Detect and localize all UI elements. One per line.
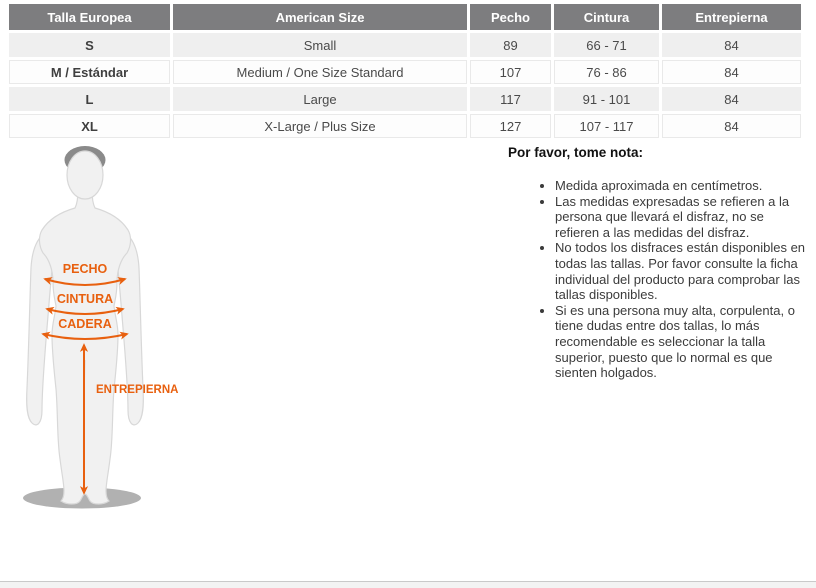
note-item: • No todos los disfraces están disponibles en todas las tallas. Por favor consulte la ficha individual del producto para comprobar las tallas disponibles. — [555, 240, 810, 302]
note-item: • Medida aproximada en centímetros. — [555, 178, 810, 194]
table-header-row — [9, 4, 801, 30]
column-header-cintura: Cintura — [554, 4, 659, 30]
notes-section — [508, 145, 810, 381]
bottom-divider — [0, 581, 816, 588]
inseam-label: ENTREPIERNA — [96, 384, 179, 396]
cell-talla: S — [9, 33, 170, 57]
chest-label: PECHO — [62, 262, 108, 276]
size-chart-table — [6, 1, 804, 141]
table-row-m — [9, 60, 801, 84]
body-silhouette-illustration — [8, 142, 238, 527]
cell-american: Large — [173, 87, 467, 111]
waist-label: CINTURA — [56, 292, 114, 306]
cell-american: Medium / One Size Standard — [173, 60, 467, 84]
cell-cintura: 66 - 71 — [554, 33, 659, 57]
note-item: • Las medidas expresadas se refieren a la persona que llevará el disfraz, no se refieren a las medidas del disfraz. — [555, 194, 810, 241]
column-header-american-size: American Size — [173, 4, 467, 30]
cell-pecho: 89 — [470, 33, 551, 57]
cell-american: X-Large / Plus Size — [173, 114, 467, 138]
measurement-diagram — [8, 142, 238, 527]
cell-entrepierna: 84 — [662, 87, 801, 111]
table-row-xl — [9, 114, 801, 138]
note-item: • Si es una persona muy alta, corpulenta, o tiene dudas entre dos tallas, lo más recomendable es seleccionar la talla superior, puesto que lo normal es que sienten holgados. — [555, 303, 810, 381]
cell-american: Small — [173, 33, 467, 57]
notes-heading: Por favor, tome nota: — [508, 145, 644, 160]
cell-cintura: 91 - 101 — [554, 87, 659, 111]
cell-cintura: 107 - 117 — [554, 114, 659, 138]
cell-pecho: 127 — [470, 114, 551, 138]
hip-label: CADERA — [58, 317, 112, 331]
column-header-talla-europea: Talla Europea — [9, 4, 170, 30]
face — [67, 151, 103, 199]
cell-pecho: 107 — [470, 60, 551, 84]
table-row-s — [9, 33, 801, 57]
table-row-l — [9, 87, 801, 111]
size-chart-section — [6, 1, 804, 141]
cell-pecho: 117 — [470, 87, 551, 111]
cell-talla: L — [9, 87, 170, 111]
cell-entrepierna: 84 — [662, 33, 801, 57]
cell-entrepierna: 84 — [662, 60, 801, 84]
column-header-entrepierna: Entrepierna — [662, 4, 801, 30]
cell-entrepierna: 84 — [662, 114, 801, 138]
cell-talla: XL — [9, 114, 170, 138]
notes-list — [508, 178, 810, 381]
cell-talla: M / Estándar — [9, 60, 170, 84]
cell-cintura: 76 - 86 — [554, 60, 659, 84]
column-header-pecho: Pecho — [470, 4, 551, 30]
